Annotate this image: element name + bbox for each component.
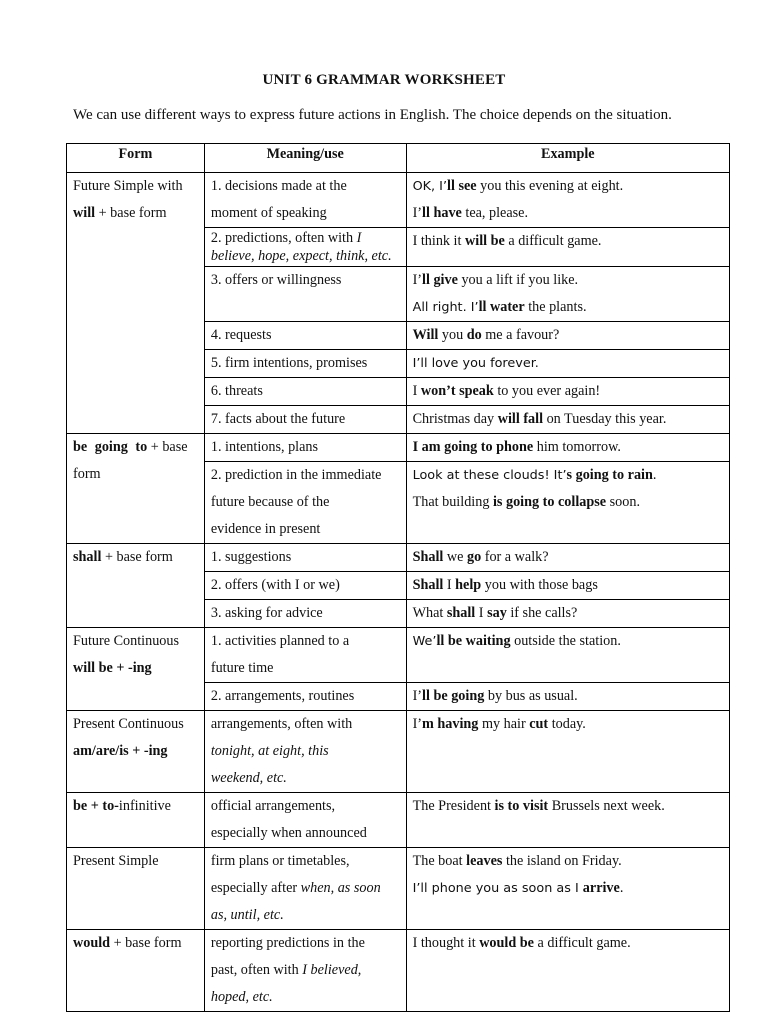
meaning-italic: hoped, etc.: [210, 989, 273, 1005]
meaning-text: 7. facts about the future: [210, 411, 346, 427]
example-highlight: ll be waiting: [436, 633, 511, 649]
meaning-text: future time: [210, 660, 274, 676]
meaning-italic: I believed,: [302, 962, 362, 978]
example-text: soon.: [606, 494, 640, 510]
meaning-cell: [204, 628, 406, 683]
example-text: I’: [412, 272, 423, 288]
meaning-cell: [204, 572, 406, 600]
meaning-cell: [204, 434, 406, 462]
meaning-italic: as, until, etc.: [210, 907, 284, 923]
header-row: [67, 144, 730, 173]
form-label: form: [73, 466, 101, 482]
example-highlight: go: [466, 549, 482, 565]
meaning-text: 1. activities planned to a: [210, 633, 350, 649]
example-highlight: leaves: [466, 853, 503, 869]
example-text: you: [438, 327, 467, 343]
meaning-text: 6. threats: [210, 383, 263, 399]
meaning-cell: [204, 930, 406, 1012]
example-highlight: is going to collapse: [492, 494, 607, 510]
header-example: Example: [406, 144, 729, 173]
example-highlight: will be: [465, 233, 505, 249]
example-text: we: [443, 549, 467, 565]
example-highlight: help: [455, 577, 482, 593]
meaning-text: moment of speaking: [210, 205, 327, 221]
form-shall: [67, 544, 205, 628]
example-highlight: cut: [529, 716, 549, 732]
example-text: Look at these clouds! It’: [412, 468, 567, 483]
example-text: That building: [412, 494, 493, 510]
meaning-cell: [204, 600, 406, 628]
example-cell: [406, 793, 729, 848]
example-cell: [406, 848, 729, 930]
example-highlight: I am going to phone: [412, 439, 534, 455]
example-cell: [406, 322, 729, 350]
example-text: a difficult game.: [504, 233, 602, 249]
table-row: [67, 434, 730, 462]
meaning-text: future because of the: [210, 494, 330, 510]
example-highlight: shall: [446, 605, 476, 621]
table-row: [67, 628, 730, 683]
table-row: [67, 930, 730, 1012]
form-label: Present Continuous: [73, 716, 184, 732]
form-be-going-to: [67, 434, 205, 544]
meaning-text: 1. decisions made at the: [210, 178, 347, 194]
meaning-cell: [204, 462, 406, 544]
table-row: [67, 711, 730, 793]
example-cell: [406, 267, 729, 322]
form-present-simple: [67, 848, 205, 930]
example-highlight: ll see: [447, 178, 477, 194]
form-label: Future Continuous: [73, 633, 180, 649]
example-cell: [406, 406, 729, 434]
meaning-text: 2. prediction in the immediate: [210, 467, 382, 483]
meaning-text: evidence in present: [210, 521, 321, 537]
meaning-cell: [204, 228, 406, 267]
example-text: I: [443, 577, 456, 593]
example-text: the island on Friday.: [502, 853, 622, 869]
form-label: + base form: [101, 549, 173, 565]
meaning-text: 5. firm intentions, promises: [210, 355, 368, 371]
intro-text: We can use different ways to express future actions in English. The choice depends on the situation.: [73, 107, 672, 123]
example-cell: [406, 462, 729, 544]
example-cell: [406, 683, 729, 711]
example-text: outside the station.: [510, 633, 621, 649]
meaning-text: 4. requests: [210, 327, 272, 343]
form-keyword: will be + -ing: [73, 660, 152, 676]
example-text: you with those bags: [481, 577, 598, 593]
example-highlight: ll give: [422, 272, 458, 288]
example-text: I: [475, 605, 488, 621]
example-text: him tomorrow.: [533, 439, 621, 455]
example-text: Brussels next week.: [548, 798, 665, 814]
form-keyword: will: [73, 205, 96, 221]
example-text: you this evening at eight.: [476, 178, 624, 194]
example-text: .: [619, 880, 624, 896]
example-cell: [406, 628, 729, 683]
form-keyword: am/are/is + -ing: [73, 743, 168, 759]
form-keyword: be going to: [73, 439, 148, 455]
example-highlight: ll be going: [422, 688, 485, 704]
example-text: The boat: [412, 853, 467, 869]
meaning-cell: [204, 378, 406, 406]
example-cell: [406, 600, 729, 628]
example-cell: [406, 378, 729, 406]
table-row: [67, 173, 730, 228]
meaning-text: arrangements, often with: [210, 716, 353, 732]
meaning-text: reporting predictions in the: [210, 935, 365, 951]
example-highlight: ll have: [422, 205, 462, 221]
example-text: OK, I’: [412, 179, 448, 194]
meaning-cell: [204, 793, 406, 848]
meaning-italic: when, as soon: [300, 880, 381, 896]
example-text: Christmas day: [412, 411, 498, 427]
example-text: on Tuesday this year.: [543, 411, 667, 427]
example-highlight: won’t speak: [420, 383, 494, 399]
form-future-simple: [67, 173, 205, 434]
example-text: I: [412, 383, 421, 399]
example-cell: [406, 572, 729, 600]
example-highlight: Will: [412, 327, 439, 343]
example-highlight: arrive: [582, 880, 620, 896]
example-text: I thought it: [412, 935, 480, 951]
example-cell: [406, 930, 729, 1012]
example-cell: [406, 228, 729, 267]
example-highlight: is to visit: [494, 798, 549, 814]
example-text: I’: [412, 205, 423, 221]
form-keyword: be + to-: [73, 798, 119, 814]
form-label: + base: [147, 439, 188, 455]
meaning-cell: [204, 267, 406, 322]
example-text: by bus as usual.: [484, 688, 578, 704]
meaning-text: firm plans or timetables,: [210, 853, 350, 869]
meaning-cell: [204, 711, 406, 793]
meaning-italic: weekend, etc.: [210, 770, 287, 786]
example-text: my hair: [478, 716, 530, 732]
form-label: Future Simple with: [73, 178, 183, 194]
form-keyword: would: [73, 935, 111, 951]
example-text: I’: [412, 688, 423, 704]
example-text: What: [412, 605, 447, 621]
form-label: + base form: [95, 205, 167, 221]
example-text: tea, please.: [461, 205, 529, 221]
form-label: Present Simple: [73, 853, 159, 869]
example-highlight: ll water: [478, 299, 525, 315]
example-text: .: [652, 467, 657, 483]
example-highlight: s going to rain: [566, 467, 653, 483]
example-text: I’: [412, 716, 423, 732]
meaning-text: 2. arrangements, routines: [210, 688, 355, 704]
form-keyword: shall: [73, 549, 102, 565]
table-row: [67, 544, 730, 572]
header-form: Form: [67, 144, 205, 173]
meaning-cell: [204, 683, 406, 711]
example-text: if she calls?: [506, 605, 578, 621]
meaning-cell: [204, 350, 406, 378]
example-highlight: m having: [422, 716, 479, 732]
table-row: [67, 793, 730, 848]
meaning-text: 2. offers (with I or we): [210, 577, 340, 593]
grammar-table: [66, 143, 730, 1012]
meaning-italic: I believe, hope, expect, think, etc.: [210, 230, 392, 264]
form-be-to-infinitive: [67, 793, 205, 848]
meaning-cell: [204, 544, 406, 572]
form-label: + base form: [110, 935, 182, 951]
example-text: All right. I’: [412, 300, 479, 315]
example-text: me a favour?: [481, 327, 560, 343]
example-text: a difficult game.: [533, 935, 631, 951]
example-highlight: do: [466, 327, 482, 343]
meaning-text: 2. predictions, often with: [210, 230, 357, 246]
example-text: We’: [412, 634, 437, 649]
example-text: today.: [548, 716, 586, 732]
table-row: [67, 848, 730, 930]
worksheet-title: UNIT 6 GRAMMAR WORKSHEET: [262, 72, 506, 88]
example-cell: [406, 350, 729, 378]
meaning-text: 3. asking for advice: [210, 605, 323, 621]
form-present-continuous: [67, 711, 205, 793]
meaning-cell: [204, 406, 406, 434]
meaning-text: official arrangements,: [210, 798, 336, 814]
example-highlight: say: [487, 605, 507, 621]
example-cell: [406, 434, 729, 462]
meaning-cell: [204, 173, 406, 228]
example-cell: [406, 173, 729, 228]
example-text: you a lift if you like.: [457, 272, 579, 288]
meaning-text: especially when announced: [210, 825, 367, 841]
meaning-cell: [204, 322, 406, 350]
example-text: for a walk?: [481, 549, 549, 565]
example-highlight: Shall: [412, 549, 444, 565]
meaning-cell: [204, 848, 406, 930]
meaning-text: 3. offers or willingness: [210, 272, 342, 288]
example-text: I’ll love you forever.: [412, 356, 539, 371]
example-highlight: would be: [479, 935, 534, 951]
example-cell: [406, 544, 729, 572]
example-highlight: Shall: [412, 577, 444, 593]
meaning-text: especially after: [210, 880, 301, 896]
header-meaning: Meaning/use: [204, 144, 406, 173]
form-label: infinitive: [118, 798, 171, 814]
example-text: to you ever again!: [493, 383, 601, 399]
form-would: [67, 930, 205, 1012]
meaning-text: 1. suggestions: [210, 549, 292, 565]
example-text: The President: [412, 798, 495, 814]
meaning-text: past, often with: [210, 962, 303, 978]
example-text: the plants.: [524, 299, 587, 315]
meaning-text: 1. intentions, plans: [210, 439, 319, 455]
form-future-continuous: [67, 628, 205, 711]
example-text: I think it: [412, 233, 465, 249]
meaning-italic: tonight, at eight, this: [210, 743, 329, 759]
example-cell: [406, 711, 729, 793]
example-highlight: will fall: [497, 411, 544, 427]
example-text: I’ll phone you as soon as I: [412, 881, 583, 896]
